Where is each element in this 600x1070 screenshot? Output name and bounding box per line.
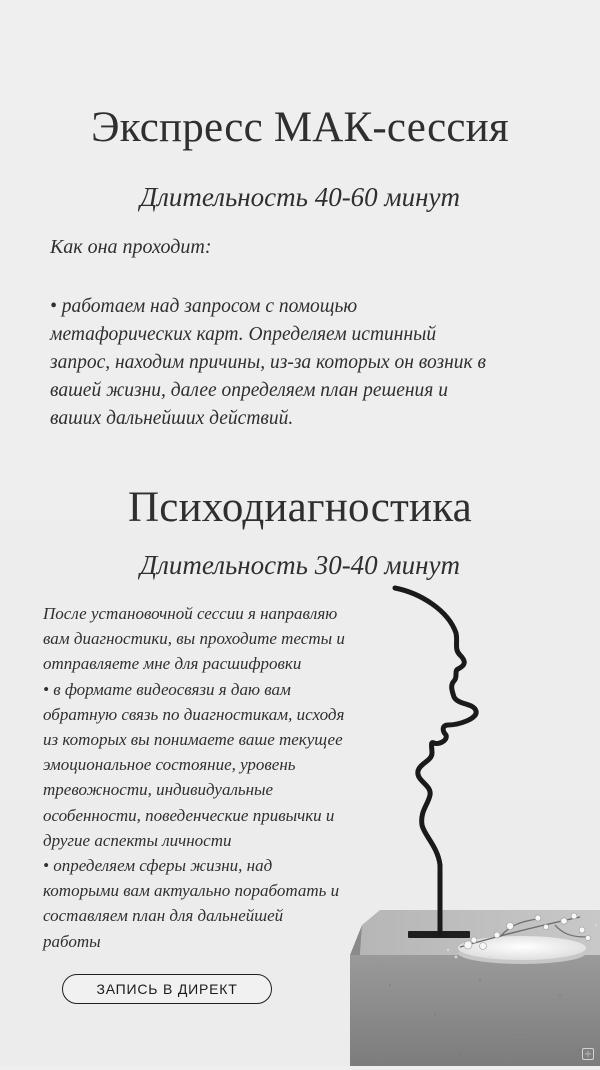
section1-howto-label: Как она проходит: [50,236,212,258]
section2-duration: Длительность 30-40 минут [139,550,461,580]
plus-icon: + [583,1049,593,1060]
section2-description: После установочной сессии я направляю вам диагностики, вы проходите тесты и отправляете мне для расшифровки • в формате видеосвязи я даю вам обратную связь по диагностикам, исходя из которых вы понимаете ваше текущее эмоциональное состояние, уровень тревожности, индивидуальные особенности, поведенческие привычки и другие аспекты личности • определяем сферы жизни, над которыми вам актуально поработать и составляем план для дальнейшей работы [43,604,345,951]
section1-description: • работаем над запросом с помощью метафорических карт. Определяем истинный запрос, находим причины, из-за которых он возник в вашей жизни, далее определяем план решения и ваших дальнейших действий. [50,296,486,429]
face-sculpture-illustration [350,585,600,1066]
section1-duration: Длительность 40-60 минут [139,182,461,212]
section1-title: Экспресс МАК-сессия [91,104,509,151]
section2-title: Психодиагностика [128,484,472,531]
sculpture-graphic [350,585,600,1066]
direct-booking-button[interactable]: ЗАПИСЬ В ДИРЕКТ [62,974,272,1004]
